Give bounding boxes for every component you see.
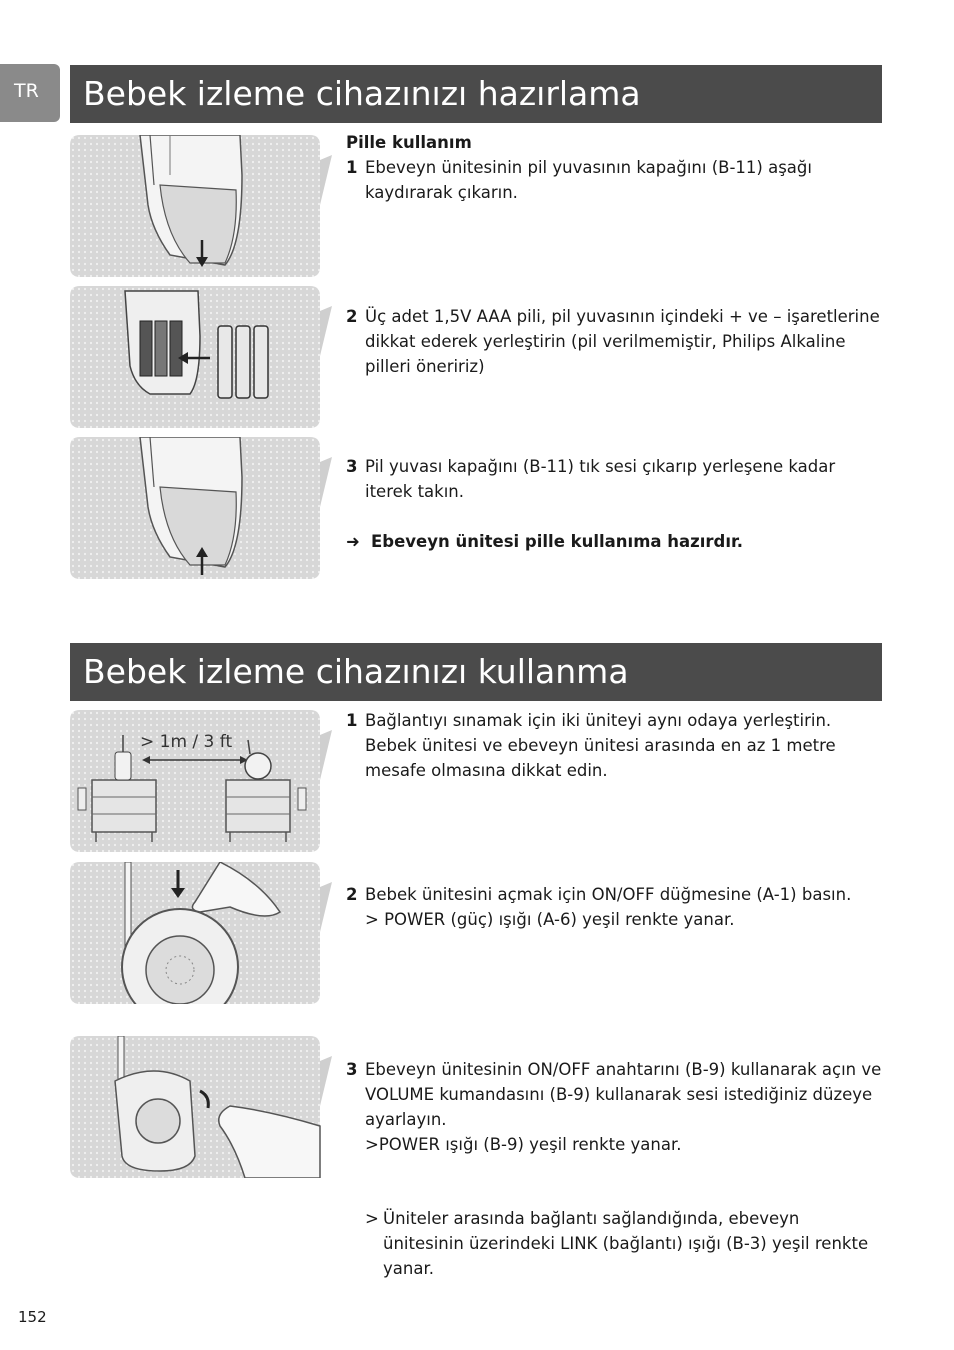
step-number: 1 — [346, 158, 358, 177]
section-title-usage: Bebek izleme cihazınızı kullanma — [70, 643, 882, 701]
section1-steps-block-a — [346, 130, 886, 205]
page-number: 152 — [18, 1308, 47, 1326]
step-number: 2 — [346, 307, 358, 326]
step-text: Bağlantıyı sınamak için iki üniteyi aynı odaya yerleştirin. Bebek ünitesi ve ebeveyn ünitesi arasında en az 1 metre mesafe olmasına dikkat edin. — [365, 711, 836, 780]
use-step-2-sub: > POWER (güç) ışığı (A-6) yeşil renkte yanar. — [365, 910, 735, 929]
step-text: Üç adet 1,5V AAA pili, pil yuvasının içindeki + ve – işaretlerine dikkat ederek yerleştirin (pil verilmemiştir, Philips Alkaline pilleri öneririz) — [365, 307, 880, 376]
section1-steps-block-c — [346, 454, 886, 554]
subhead-battery-use: Pille kullanım — [346, 133, 472, 152]
illustration-parent-unit-on — [70, 1036, 332, 1178]
use-step-2 — [346, 882, 886, 907]
step-text: Bebek ünitesini açmak için ON/OFF düğmesine (A-1) basın. — [365, 885, 852, 904]
section2-steps-block-a — [346, 708, 886, 783]
prep-step-3 — [346, 454, 886, 504]
illustration-remove-cover — [70, 135, 332, 277]
link-note — [365, 1206, 880, 1281]
step-text: Ebeveyn ünitesinin pil yuvasının kapağını (B-11) aşağı kaydırarak çıkarın. — [365, 158, 812, 202]
step-text: Pil yuvası kapağını (B-11) tık sesi çıkarıp yerleşene kadar iterek takın. — [365, 457, 836, 501]
use-step-1 — [346, 708, 886, 783]
illustration-distance-units — [70, 710, 332, 852]
prep-result — [346, 529, 886, 554]
step-number: 2 — [346, 885, 358, 904]
step-number: 3 — [346, 457, 358, 476]
prep-step-1 — [346, 155, 886, 205]
illustration-replace-cover — [70, 437, 332, 579]
step-text: Ebeveyn ünitesinin ON/OFF anahtarını (B-9) kullanarak açın ve VOLUME kumandasını (B-9) kullanarak sesi istediğiniz düzeye ayarlayın. — [365, 1060, 882, 1129]
step-number: 3 — [346, 1060, 358, 1079]
language-code: TR — [14, 80, 39, 102]
use-step-3 — [346, 1057, 886, 1132]
note-marker: > — [365, 1209, 379, 1228]
result-text: Ebeveyn ünitesi pille kullanıma hazırdır. — [371, 532, 744, 551]
section2-steps-block-b — [346, 882, 886, 932]
illustration-insert-batteries — [70, 286, 332, 428]
section2-steps-block-c — [346, 1057, 886, 1157]
step-number: 1 — [346, 711, 358, 730]
use-step-3-sub: >POWER ışığı (B-9) yeşil renkte yanar. — [365, 1135, 682, 1154]
note-text: Üniteler arasında bağlantı sağlandığında, ebeveyn ünitesinin üzerindeki LINK (bağlantı) ışığı (B-3) yeşil renkte yanar. — [383, 1209, 869, 1278]
prep-step-2 — [346, 304, 886, 379]
language-tab — [0, 64, 60, 122]
illustration-baby-unit-on — [70, 862, 332, 1004]
section-title-preparation: Bebek izleme cihazınızı hazırlama — [70, 65, 882, 123]
arrow-right-icon: ➜ — [346, 532, 360, 551]
distance-label: > 1m / 3 ft — [140, 732, 233, 752]
section1-steps-block-b — [346, 304, 886, 379]
